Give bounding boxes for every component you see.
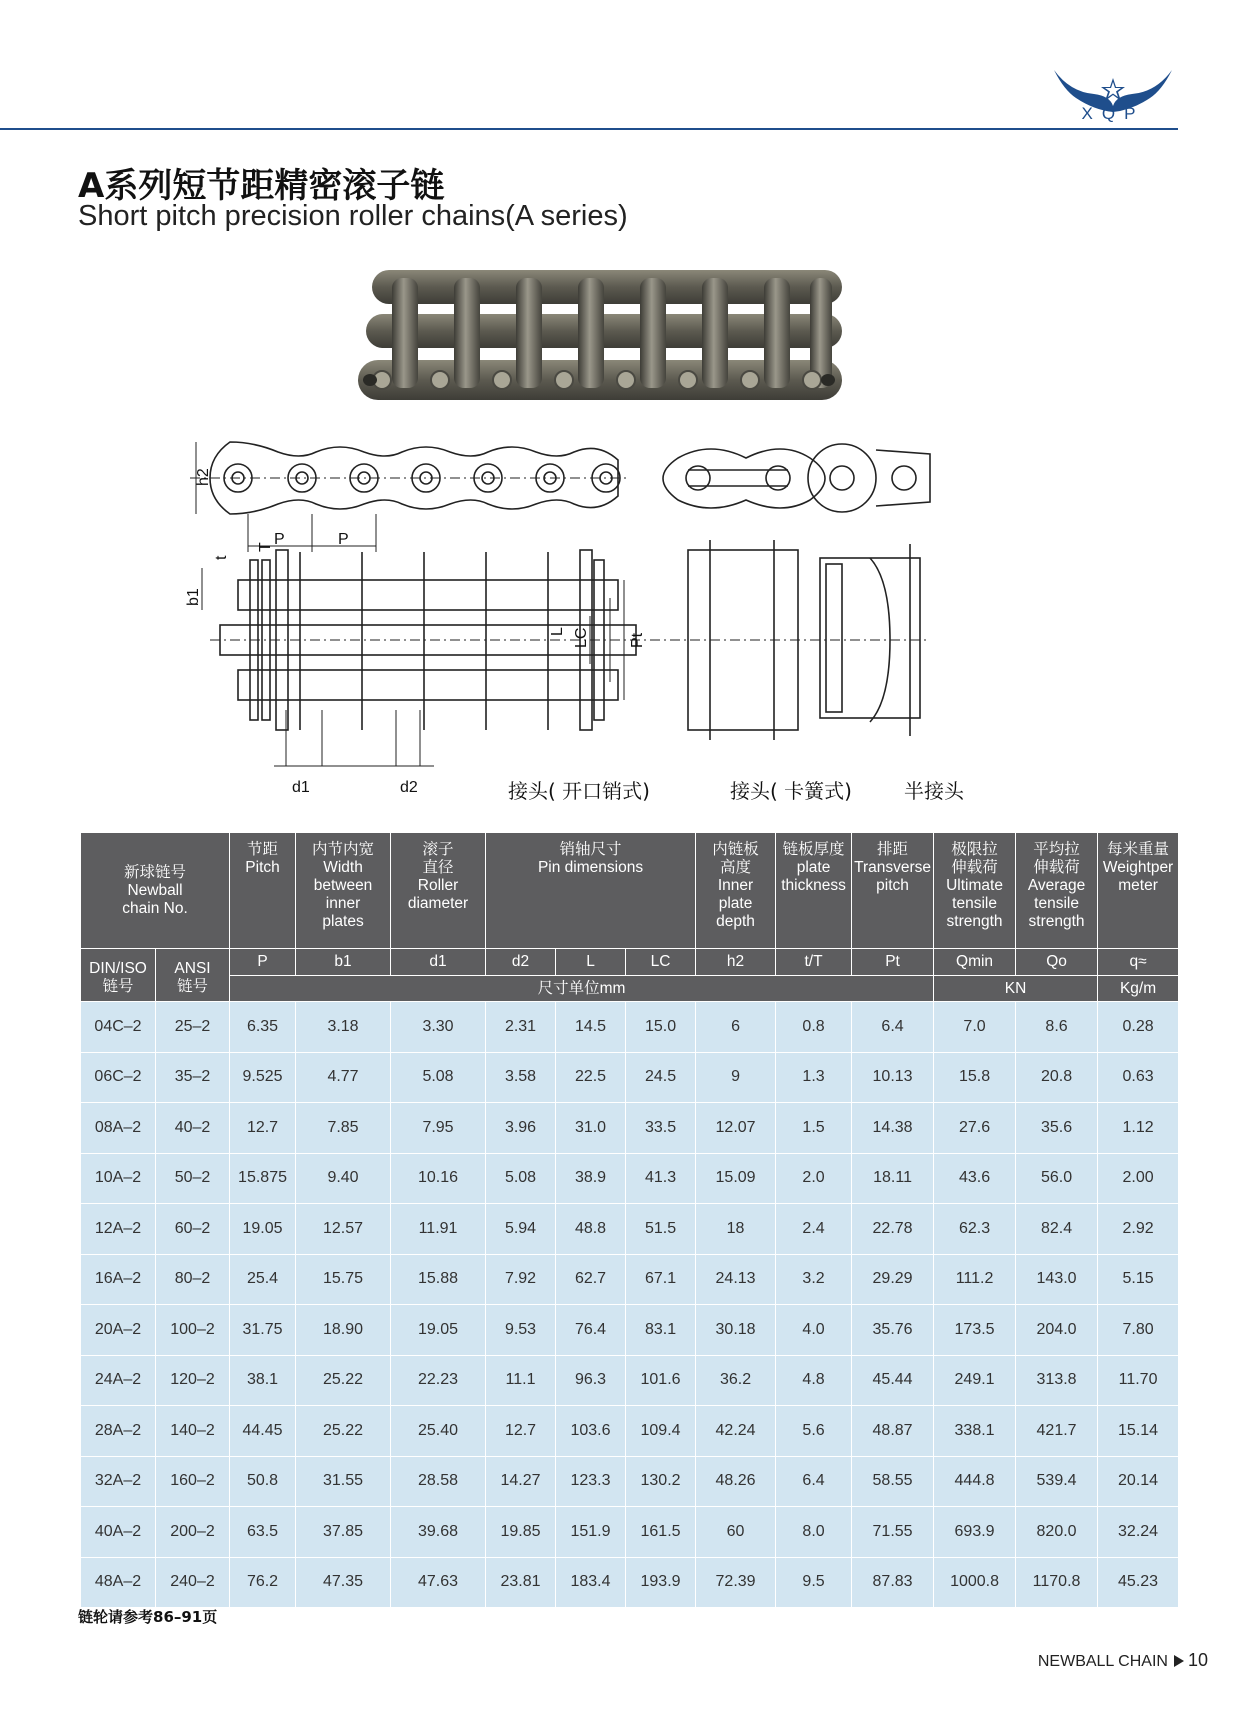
triangle-icon (1174, 1655, 1184, 1667)
table-cell: 103.6 (556, 1406, 626, 1457)
table-cell: 8.6 (1016, 1002, 1098, 1053)
table-cell: 12A–2 (81, 1204, 156, 1255)
table-cell: 38.1 (230, 1355, 296, 1406)
table-cell: 2.31 (486, 1002, 556, 1053)
label-p2: P (338, 531, 349, 548)
table-cell: 28A–2 (81, 1406, 156, 1457)
table-cell: 313.8 (1016, 1355, 1098, 1406)
header-ansi: ANSI 链号 (156, 949, 230, 1002)
table-cell: 693.9 (934, 1507, 1016, 1558)
label-T: T (257, 542, 274, 552)
unit-kn: KN (934, 976, 1098, 1002)
table-cell: 240–2 (156, 1557, 230, 1608)
table-cell: 9 (696, 1052, 776, 1103)
table-cell: 63.5 (230, 1507, 296, 1558)
symbol-cell: LC (626, 949, 696, 976)
table-cell: 76.4 (556, 1305, 626, 1356)
header-rule (0, 128, 1178, 130)
table-cell: 14.38 (852, 1103, 934, 1154)
table-cell: 160–2 (156, 1456, 230, 1507)
table-cell: 25.22 (296, 1406, 391, 1457)
header-transverse-pitch: 排距 Transverse pitch (852, 833, 934, 949)
table-row (81, 1204, 1179, 1255)
header-din-iso: DIN/ISO 链号 (81, 949, 156, 1002)
table-cell: 11.70 (1098, 1355, 1179, 1406)
chain-photo (352, 262, 862, 412)
table-cell: 56.0 (1016, 1153, 1098, 1204)
table-cell: 48.8 (556, 1204, 626, 1255)
table-cell: 12.07 (696, 1103, 776, 1154)
table-cell: 38.9 (556, 1153, 626, 1204)
table-cell: 62.3 (934, 1204, 1016, 1255)
table-cell: 06C–2 (81, 1052, 156, 1103)
symbol-cell: t/T (776, 949, 852, 976)
table-cell: 31.75 (230, 1305, 296, 1356)
table-cell: 04C–2 (81, 1002, 156, 1053)
table-cell: 25.22 (296, 1355, 391, 1406)
table-cell: 15.8 (934, 1052, 1016, 1103)
table-cell: 33.5 (626, 1103, 696, 1154)
table-cell: 9.40 (296, 1153, 391, 1204)
table-cell: 11.91 (391, 1204, 486, 1255)
table-cell: 2.0 (776, 1153, 852, 1204)
table-cell: 47.63 (391, 1557, 486, 1608)
label-L: L (549, 627, 566, 636)
header-pitch: 节距 Pitch (230, 833, 296, 949)
table-cell: 5.15 (1098, 1254, 1179, 1305)
table-cell: 42.24 (696, 1406, 776, 1457)
table-cell: 25.40 (391, 1406, 486, 1457)
table-cell: 14.27 (486, 1456, 556, 1507)
table-cell: 31.55 (296, 1456, 391, 1507)
header-weight: 每米重量 Weightper meter (1098, 833, 1179, 949)
table-cell: 32A–2 (81, 1456, 156, 1507)
table-body (81, 1002, 1179, 1608)
table-row (81, 1456, 1179, 1507)
table-cell: 0.8 (776, 1002, 852, 1053)
table-cell: 421.7 (1016, 1406, 1098, 1457)
table-cell: 82.4 (1016, 1204, 1098, 1255)
symbol-cell: Qo (1016, 949, 1098, 976)
label-d1: d1 (292, 779, 310, 796)
header-width: 内节内宽 Width between inner plates (296, 833, 391, 949)
table-cell: 24.5 (626, 1052, 696, 1103)
table-cell: 50–2 (156, 1153, 230, 1204)
table-cell: 41.3 (626, 1153, 696, 1204)
table-cell: 60–2 (156, 1204, 230, 1255)
table-cell: 76.2 (230, 1557, 296, 1608)
table-cell: 23.81 (486, 1557, 556, 1608)
table-cell: 7.0 (934, 1002, 1016, 1053)
header-plate-depth: 内链板 高度 Inner plate depth (696, 833, 776, 949)
table-cell: 48A–2 (81, 1557, 156, 1608)
table-cell: 5.08 (486, 1153, 556, 1204)
table-cell: 0.63 (1098, 1052, 1179, 1103)
table-cell: 5.94 (486, 1204, 556, 1255)
table-cell: 6.4 (776, 1456, 852, 1507)
header-plate-thickness: 链板厚度 plate thickness (776, 833, 852, 949)
table-cell: 12.57 (296, 1204, 391, 1255)
table-cell: 3.58 (486, 1052, 556, 1103)
table-cell: 20.14 (1098, 1456, 1179, 1507)
table-cell: 7.92 (486, 1254, 556, 1305)
symbol-cell: q≈ (1098, 949, 1179, 976)
table-cell: 15.0 (626, 1002, 696, 1053)
table-cell: 7.85 (296, 1103, 391, 1154)
table-cell: 820.0 (1016, 1507, 1098, 1558)
label-joint-spring: 接头( 卡簧式) (730, 779, 852, 803)
table-cell: 24A–2 (81, 1355, 156, 1406)
table-cell: 7.95 (391, 1103, 486, 1154)
table-cell: 5.08 (391, 1052, 486, 1103)
symbol-cell: P (230, 949, 296, 976)
table-cell: 2.92 (1098, 1204, 1179, 1255)
table-cell: 67.1 (626, 1254, 696, 1305)
table-cell: 12.7 (486, 1406, 556, 1457)
header-chain-no: 新球链号 Newball chain No. (81, 833, 230, 949)
table-cell: 120–2 (156, 1355, 230, 1406)
logo-text: XQP (1081, 104, 1145, 123)
table-cell: 101.6 (626, 1355, 696, 1406)
table-cell: 338.1 (934, 1406, 1016, 1457)
table-cell: 2.4 (776, 1204, 852, 1255)
table-cell: 1000.8 (934, 1557, 1016, 1608)
table-cell: 15.09 (696, 1153, 776, 1204)
table-cell: 87.83 (852, 1557, 934, 1608)
table-cell: 1170.8 (1016, 1557, 1098, 1608)
table-cell: 151.9 (556, 1507, 626, 1558)
table-cell: 249.1 (934, 1355, 1016, 1406)
page-title-cn: A系列短节距精密滚子链 (78, 166, 445, 206)
table-cell: 204.0 (1016, 1305, 1098, 1356)
table-cell: 9.53 (486, 1305, 556, 1356)
table-cell: 173.5 (934, 1305, 1016, 1356)
symbol-cell: b1 (296, 949, 391, 976)
table-cell: 130.2 (626, 1456, 696, 1507)
table-cell: 15.14 (1098, 1406, 1179, 1457)
table-cell: 143.0 (1016, 1254, 1098, 1305)
table-cell: 9.5 (776, 1557, 852, 1608)
table-cell: 10.16 (391, 1153, 486, 1204)
table-cell: 22.5 (556, 1052, 626, 1103)
table-cell: 15.75 (296, 1254, 391, 1305)
label-half-joint: 半接头 (904, 779, 964, 803)
table-cell: 24.13 (696, 1254, 776, 1305)
symbol-cell: L (556, 949, 626, 976)
technical-drawings (185, 440, 1010, 810)
table-cell: 18 (696, 1204, 776, 1255)
table-cell: 16A–2 (81, 1254, 156, 1305)
table-cell: 1.3 (776, 1052, 852, 1103)
footer-brand: NEWBALL CHAIN (1037, 1653, 1168, 1670)
table-cell: 3.30 (391, 1002, 486, 1053)
table-cell: 4.77 (296, 1052, 391, 1103)
symbol-cell: Qmin (934, 949, 1016, 976)
table-cell: 31.0 (556, 1103, 626, 1154)
page-number: 10 (1187, 1650, 1208, 1670)
label-LC: LC (573, 627, 590, 648)
table-row (81, 1052, 1179, 1103)
table-cell: 40A–2 (81, 1507, 156, 1558)
symbol-cell: Pt (852, 949, 934, 976)
table-cell: 539.4 (1016, 1456, 1098, 1507)
table-cell: 15.875 (230, 1153, 296, 1204)
table-cell: 12.7 (230, 1103, 296, 1154)
table-cell: 22.23 (391, 1355, 486, 1406)
table-row (81, 1103, 1179, 1154)
table-cell: 3.18 (296, 1002, 391, 1053)
symbol-cell: h2 (696, 949, 776, 976)
table-cell: 123.3 (556, 1456, 626, 1507)
table-cell: 15.88 (391, 1254, 486, 1305)
table-cell: 193.9 (626, 1557, 696, 1608)
table-cell: 11.1 (486, 1355, 556, 1406)
table-cell: 80–2 (156, 1254, 230, 1305)
table-cell: 39.68 (391, 1507, 486, 1558)
table-cell: 50.8 (230, 1456, 296, 1507)
table-cell: 6 (696, 1002, 776, 1053)
label-h2: h2 (195, 468, 212, 486)
table-cell: 18.90 (296, 1305, 391, 1356)
label-t: t (213, 555, 230, 560)
table-cell: 47.35 (296, 1557, 391, 1608)
table-cell: 44.45 (230, 1406, 296, 1457)
table-cell: 1.5 (776, 1103, 852, 1154)
table-cell: 35–2 (156, 1052, 230, 1103)
table-cell: 111.2 (934, 1254, 1016, 1305)
table-cell: 6.35 (230, 1002, 296, 1053)
table-cell: 6.4 (852, 1002, 934, 1053)
table-row (81, 1406, 1179, 1457)
table-cell: 29.29 (852, 1254, 934, 1305)
table-cell: 5.6 (776, 1406, 852, 1457)
table-cell: 100–2 (156, 1305, 230, 1356)
table-cell: 71.55 (852, 1507, 934, 1558)
table-cell: 8.0 (776, 1507, 852, 1558)
table-cell: 200–2 (156, 1507, 230, 1558)
table-cell: 25.4 (230, 1254, 296, 1305)
table-cell: 37.85 (296, 1507, 391, 1558)
table-cell: 18.11 (852, 1153, 934, 1204)
table-cell: 36.2 (696, 1355, 776, 1406)
table-cell: 72.39 (696, 1557, 776, 1608)
spec-table (80, 832, 1179, 1608)
table-cell: 4.8 (776, 1355, 852, 1406)
footnote: 链轮请参考86–91页 (78, 1608, 218, 1626)
table-cell: 35.6 (1016, 1103, 1098, 1154)
table-row (81, 1355, 1179, 1406)
table-cell: 20.8 (1016, 1052, 1098, 1103)
table-cell: 10.13 (852, 1052, 934, 1103)
table-cell: 51.5 (626, 1204, 696, 1255)
table-cell: 43.6 (934, 1153, 1016, 1204)
table-row (81, 1507, 1179, 1558)
symbol-cell: d2 (486, 949, 556, 976)
table-cell: 2.00 (1098, 1153, 1179, 1204)
table-cell: 62.7 (556, 1254, 626, 1305)
table-cell: 1.12 (1098, 1103, 1179, 1154)
label-Pt: Pt (629, 632, 646, 648)
label-p1: P (274, 531, 285, 548)
header-roller: 滚子 直径 Roller diameter (391, 833, 486, 949)
header-average-strength: 平均拉 伸载荷 Average tensile strength (1016, 833, 1098, 949)
table-cell: 22.78 (852, 1204, 934, 1255)
table-cell: 35.76 (852, 1305, 934, 1356)
label-b1: b1 (185, 588, 202, 606)
unit-mm: 尺寸单位mm (230, 976, 934, 1002)
table-cell: 08A–2 (81, 1103, 156, 1154)
table-cell: 9.525 (230, 1052, 296, 1103)
table-cell: 161.5 (626, 1507, 696, 1558)
table-cell: 140–2 (156, 1406, 230, 1457)
table-cell: 183.4 (556, 1557, 626, 1608)
table-cell: 40–2 (156, 1103, 230, 1154)
table-cell: 48.26 (696, 1456, 776, 1507)
table-cell: 83.1 (626, 1305, 696, 1356)
header-pin-dimensions: 销轴尺寸 Pin dimensions (486, 833, 696, 949)
table-cell: 109.4 (626, 1406, 696, 1457)
header-ultimate-strength: 极限拉 伸载荷 Ultimate tensile strength (934, 833, 1016, 949)
table-cell: 32.24 (1098, 1507, 1179, 1558)
symbol-cell: d1 (391, 949, 486, 976)
table-cell: 444.8 (934, 1456, 1016, 1507)
page-title-en: Short pitch precision roller chains(A series) (78, 200, 628, 232)
table-cell: 96.3 (556, 1355, 626, 1406)
table-cell: 20A–2 (81, 1305, 156, 1356)
table-cell: 19.05 (391, 1305, 486, 1356)
page-footer (1038, 1650, 1208, 1671)
table-cell: 3.96 (486, 1103, 556, 1154)
table-cell: 10A–2 (81, 1153, 156, 1204)
table-row (81, 1002, 1179, 1053)
unit-kgm: Kg/m (1098, 976, 1179, 1002)
table-row (81, 1254, 1179, 1305)
table-cell: 0.28 (1098, 1002, 1179, 1053)
table-cell: 7.80 (1098, 1305, 1179, 1356)
table-cell: 27.6 (934, 1103, 1016, 1154)
table-cell: 19.05 (230, 1204, 296, 1255)
table-cell: 4.0 (776, 1305, 852, 1356)
table-cell: 48.87 (852, 1406, 934, 1457)
table-cell: 45.23 (1098, 1557, 1179, 1608)
table-cell: 3.2 (776, 1254, 852, 1305)
table-cell: 25–2 (156, 1002, 230, 1053)
table-cell: 19.85 (486, 1507, 556, 1558)
table-row (81, 1305, 1179, 1356)
table-cell: 45.44 (852, 1355, 934, 1406)
label-joint-split: 接头( 开口销式) (508, 779, 650, 803)
table-cell: 14.5 (556, 1002, 626, 1053)
table-cell: 60 (696, 1507, 776, 1558)
table-cell: 58.55 (852, 1456, 934, 1507)
table-cell: 30.18 (696, 1305, 776, 1356)
label-d2: d2 (400, 779, 418, 796)
table-cell: 28.58 (391, 1456, 486, 1507)
table-row (81, 1557, 1179, 1608)
table-row (81, 1153, 1179, 1204)
